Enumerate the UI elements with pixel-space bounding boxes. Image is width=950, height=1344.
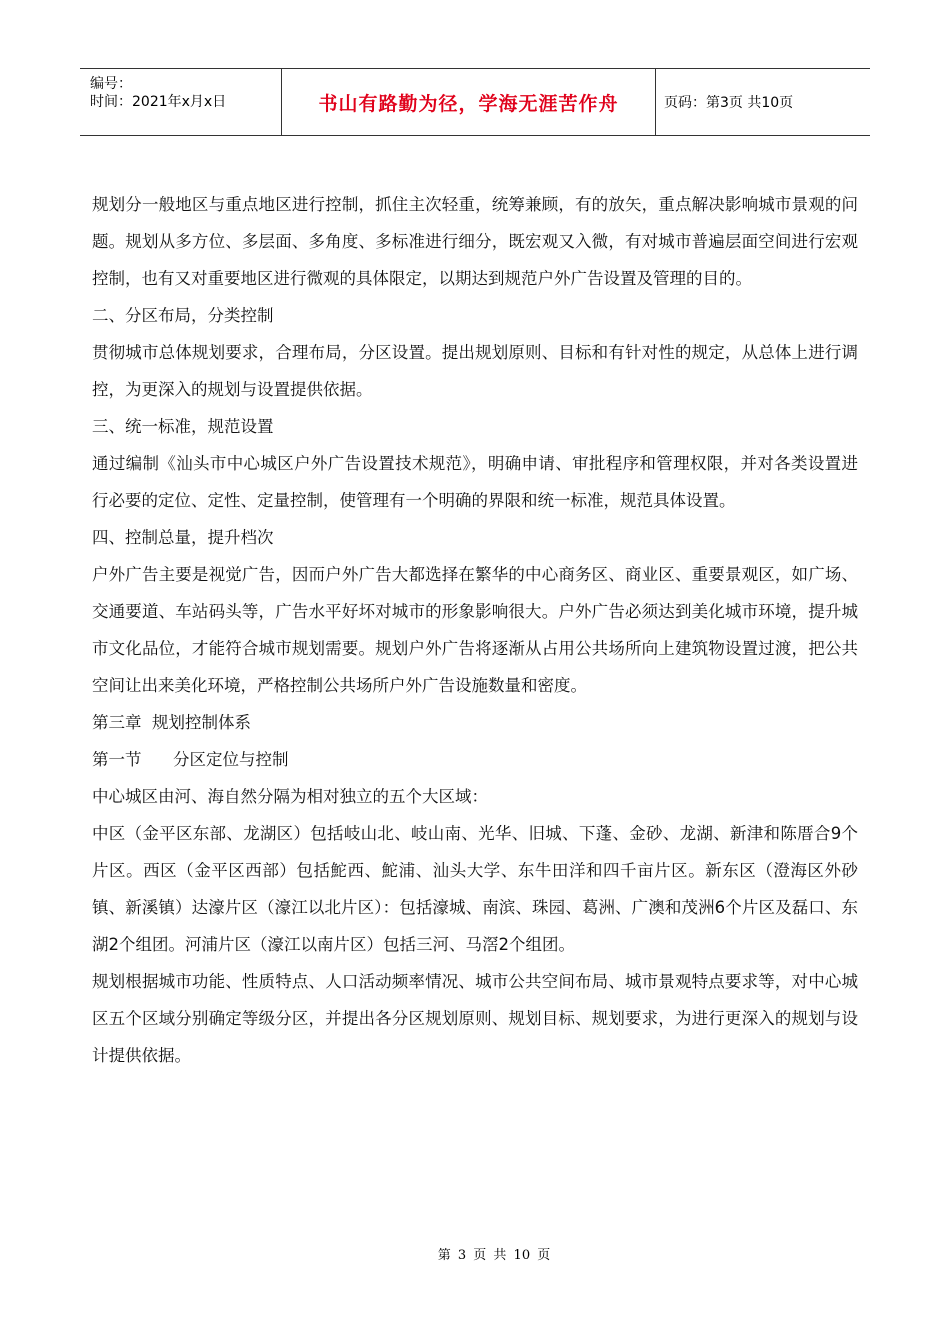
body-paragraph: 通过编制《汕头市中心城区户外广告设置技术规范》，明确申请、审批程序和管理权限，并对各类设置进行必要的定位、定性、定量控制，使管理有一个明确的界限和统一标准，规范具体设置。 — [92, 454, 858, 510]
section-heading: 三、统一标准，规范设置 — [92, 417, 274, 436]
body-paragraph: 中区（金平区东部、龙湖区）包括岐山北、岐山南、光华、旧城、下蓬、金砂、龙湖、新津和陈厝合9个片区。西区（金平区西部）包括鮀西、鮀浦、汕头大学、东牛田洋和四千亩片区。新东区（澄海区外砂镇、新溪镇）达濠片区（濠江以北片区）：包括濠城、南滨、珠园、葛洲、广澳和茂洲6个片区及磊口、东湖2个组团。河浦片区（濠江以南片区）包括三河、马滘2个组团。 — [92, 824, 858, 954]
page-header — [80, 68, 870, 136]
header-motto-cell — [282, 69, 656, 135]
footer-page-number: 第 3 页 共 10 页 — [437, 1248, 551, 1263]
header-meta-cell — [80, 69, 282, 135]
section-heading: 二、分区布局，分类控制 — [92, 306, 274, 325]
document-date-label: 时间：2021年x月x日 — [90, 94, 227, 110]
section-heading: 四、控制总量，提升档次 — [92, 528, 274, 547]
header-page-cell — [656, 69, 870, 135]
document-number-label: 编号： — [90, 76, 132, 92]
chapter-heading: 第三章 规划控制体系 — [92, 713, 251, 732]
section-heading: 第一节 分区定位与控制 — [92, 750, 289, 769]
body-paragraph: 规划分一般地区与重点地区进行控制，抓住主次轻重，统筹兼顾，有的放矢，重点解决影响城市景观的问题。规划从多方位、多层面、多角度、多标准进行细分，既宏观又入微，有对城市普遍层面空间进行宏观控制，也有又对重要地区进行微观的具体限定，以期达到规范户外广告设置及管理的目的。 — [92, 195, 858, 288]
body-paragraph: 户外广告主要是视觉广告，因而户外广告大都选择在繁华的中心商务区、商业区、重要景观区，如广场、交通要道、车站码头等，广告水平好坏对城市的形象影响很大。户外广告必须达到美化城市环境，提升城市文化品位，才能符合城市规划需要。规划户外广告将逐渐从占用公共场所向上建筑物设置过渡，把公共空间让出来美化环境，严格控制公共场所户外广告设施数量和密度。 — [92, 565, 858, 695]
body-paragraph: 贯彻城市总体规划要求，合理布局，分区设置。提出规划原则、目标和有针对性的规定，从总体上进行调控，为更深入的规划与设置提供依据。 — [92, 343, 858, 399]
page-footer — [0, 1244, 950, 1263]
document-body — [92, 186, 858, 1074]
header-page-info: 页码：第3页 共10页 — [664, 95, 794, 111]
body-paragraph: 中心城区由河、海自然分隔为相对独立的五个大区域： — [92, 787, 488, 806]
body-paragraph: 规划根据城市功能、性质特点、人口活动频率情况、城市公共空间布局、城市景观特点要求等，对中心城区五个区域分别确定等级分区，并提出各分区规划原则、规划目标、规划要求，为进行更深入的规划与设计提供依据。 — [92, 972, 858, 1065]
header-motto: 书山有路勤为径，学海无涯苦作舟 — [318, 92, 619, 115]
